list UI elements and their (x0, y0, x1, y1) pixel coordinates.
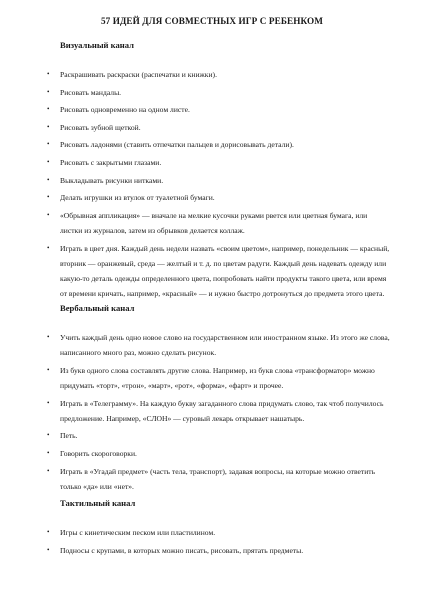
list-item-text: Рисовать ладонями (ставить отпечатки пальцев и дорисовывать детали). (60, 140, 294, 150)
bullet-icon: • (47, 398, 50, 407)
list-item (47, 464, 390, 494)
section-tactile-channel (47, 498, 390, 560)
list-item-text: Рисовать зубной щеткой. (60, 122, 141, 132)
list-item (47, 363, 390, 393)
list-item-text: Играть в цвет дня. Каждый день недели назвать «своим цветом», например, понедельник — красный, вторник — оранжевый, среда — желтый и т. д. по цветам радуги. Каждый день надевать одежду или какую-то деталь одежды определенного цвета, попробовать найти продукты такого цвета, или время от времени кричать, например, «красный» — и нужно быстро дотронуться до предмета этого цвета. (60, 243, 390, 299)
list-item (47, 428, 390, 443)
list-item-text: Петь. (60, 431, 78, 441)
section-visual-channel (47, 40, 390, 304)
list-item (47, 137, 390, 152)
bullet-icon: • (47, 431, 50, 440)
bullet-list (47, 525, 390, 558)
list-item-text: Играть в «Угадай предмет» (часть тела, транспорт), задавая вопросы, на которые можно ответить только «да» или «нет». (60, 466, 376, 491)
list-item (47, 155, 390, 170)
list-item-text: Игры с кинетическим песком или пластилином. (60, 528, 216, 537)
bullet-icon: • (47, 545, 50, 554)
section-heading: Вербальный канал (60, 303, 135, 313)
bullet-icon: • (47, 140, 50, 149)
list-item-text: Говорить скороговорки. (60, 448, 137, 458)
list-item (47, 241, 390, 302)
bullet-icon: • (47, 193, 50, 202)
list-item (47, 190, 390, 205)
list-item-text: Учить каждый день одно новое слово на государственном или иностранном языке. Из этого же слова, написанного много раз, можно сделать рисунок. (60, 333, 390, 358)
list-item-text: Делать игрушки из втулок от туалетной бумаги. (60, 193, 215, 203)
list-item (47, 396, 390, 426)
list-item (47, 67, 390, 82)
bullet-icon: • (47, 70, 50, 78)
bullet-list (47, 67, 390, 301)
list-item-text: Подносы с крупами, в которых можно писать, рисовать, прятать предметы. (60, 545, 304, 555)
list-item-text: Выкладывать рисунки нитками. (60, 175, 164, 185)
list-item-text: Рисовать одновременно на одном листе. (60, 105, 190, 115)
list-item (47, 102, 390, 117)
bullet-icon: • (47, 333, 50, 341)
section-heading: Тактильный канал (60, 498, 136, 508)
list-item (47, 85, 390, 100)
section-heading: Визуальный канал (60, 40, 134, 50)
bullet-icon: • (47, 157, 50, 166)
list-item-text: Рисовать мандалы. (60, 87, 122, 97)
bullet-icon: • (47, 87, 50, 96)
bullet-icon: • (47, 175, 50, 184)
bullet-list (47, 330, 390, 494)
bullet-icon: • (47, 210, 50, 219)
list-item-text: «Обрывная аппликация» — вначале на мелкие кусочки руками рвется или цветная бумага, или листки из журналов, затем из обрывков делается коллаж. (60, 210, 368, 235)
list-item-text: Раскрашивать раскраски (распечатки и книжки). (60, 70, 217, 79)
section-verbal-channel (47, 303, 390, 496)
list-item (47, 173, 390, 188)
list-item (47, 543, 390, 558)
bullet-icon: • (47, 122, 50, 131)
list-item (47, 446, 390, 461)
list-item (47, 208, 390, 238)
list-item (47, 330, 390, 360)
bullet-icon: • (47, 448, 50, 457)
bullet-icon: • (47, 528, 50, 536)
bullet-icon: • (47, 466, 50, 475)
list-item (47, 120, 390, 135)
page-title: 57 ИДЕЙ ДЛЯ СОВМЕСТНЫХ ИГР С РЕБЕНКОМ (100, 16, 324, 26)
bullet-icon: • (47, 243, 50, 252)
list-item (47, 525, 390, 540)
list-item-text: Играть в «Телеграмму». На каждую букву загаданного слова придумать слово, так чтоб получилось предложение. Например, «СЛОН» — суровый лекарь открывает нашатырь. (60, 398, 384, 423)
list-item-text: Рисовать с закрытыми глазами. (60, 157, 162, 167)
bullet-icon: • (47, 365, 50, 374)
list-item-text: Из букв одного слова составлять другие слова. Например, из букв слова «трансформатор» можно придумать «торт», «трон», «март», «рот», «форма», «фарт» и прочее. (60, 365, 375, 390)
bullet-icon: • (47, 105, 50, 114)
